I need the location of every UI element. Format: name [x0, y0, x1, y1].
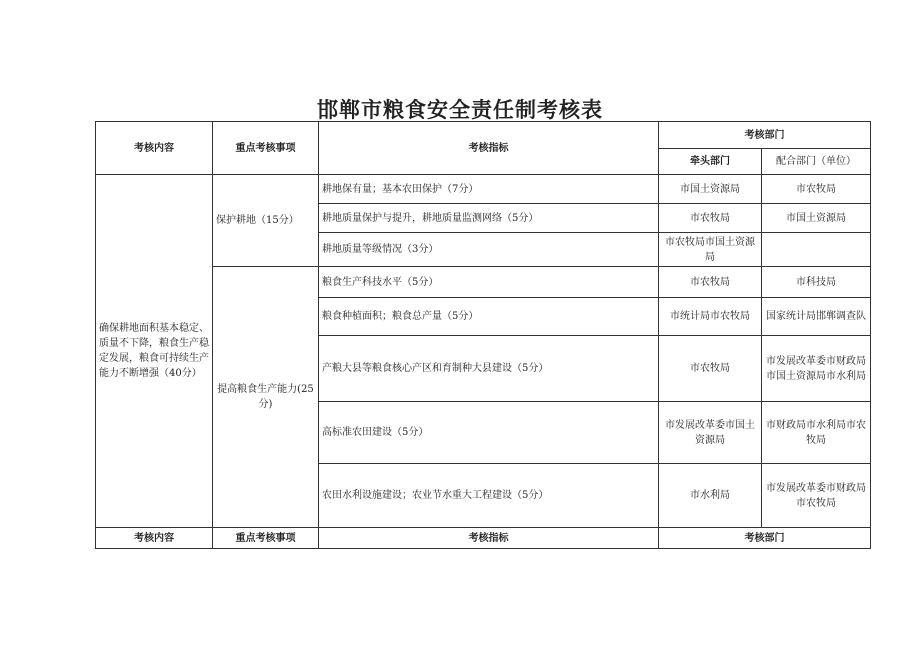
- indicator-cell: 耕地保有量；基本农田保护（7分）: [319, 175, 659, 204]
- indicator-cell: 粮食生产科技水平（5分）: [319, 267, 659, 298]
- coop-department: 市发展改革委市财政局市农牧局: [762, 464, 871, 528]
- footer-indicators: 考核指标: [319, 528, 659, 549]
- indicator-cell: 农田水利设施建设；农业节水重大工程建设（5分）: [319, 464, 659, 528]
- indicator-cell: 高标准农田建设（5分）: [319, 402, 659, 464]
- header-departments: 考核部门: [659, 122, 871, 149]
- coop-department: 市国土资源局: [762, 204, 871, 233]
- footer-row: [96, 528, 871, 549]
- footer-items: 重点考核事项: [213, 528, 319, 549]
- lead-department: 市农牧局: [659, 336, 762, 402]
- indicator-cell: 产粮大县等粮食核心产区和育制种大县建设（5分）: [319, 336, 659, 402]
- header-items: 重点考核事项: [213, 122, 319, 175]
- lead-department: 市水利局: [659, 464, 762, 528]
- header-row: [96, 122, 871, 149]
- indicator-cell: 粮食种植面积；粮食总产量（5分）: [319, 298, 659, 336]
- focus-item: 提高粮食生产能力(25分): [213, 267, 319, 528]
- coop-department: 国家统计局邯郸调查队: [762, 298, 871, 336]
- focus-item: 保护耕地（15分）: [213, 175, 319, 267]
- coop-department: [762, 233, 871, 267]
- lead-department: 市统计局市农牧局: [659, 298, 762, 336]
- document-title: 邯郸市粮食安全责任制考核表: [317, 98, 603, 122]
- coop-department: 市发展改革委市财政局市国土资源局市水利局: [762, 336, 871, 402]
- coop-department: 市农牧局: [762, 175, 871, 204]
- footer-departments: 考核部门: [659, 528, 871, 549]
- coop-department: 市科技局: [762, 267, 871, 298]
- header-content: 考核内容: [96, 122, 213, 175]
- header-coop: 配合部门（单位）: [762, 149, 871, 175]
- assessment-table: [95, 121, 871, 549]
- lead-department: 市发展改革委市国土资源局: [659, 402, 762, 464]
- lead-department: 市农牧局市国土资源局: [659, 233, 762, 267]
- lead-department: 市农牧局: [659, 267, 762, 298]
- table-row: [96, 175, 871, 204]
- header-lead: 牵头部门: [659, 149, 762, 175]
- lead-department: 市国土资源局: [659, 175, 762, 204]
- header-indicators: 考核指标: [319, 122, 659, 175]
- coop-department: 市财政局市水利局市农牧局: [762, 402, 871, 464]
- footer-content: 考核内容: [96, 528, 213, 549]
- assessment-content: 确保耕地面积基本稳定、质量不下降，粮食生产稳定发展，粮食可持续生产能力不断增强（40分）: [96, 175, 213, 528]
- indicator-cell: 耕地质量等级情况（3分）: [319, 233, 659, 267]
- indicator-cell: 耕地质量保护与提升，耕地质量监测网络（5分）: [319, 204, 659, 233]
- table-row: [96, 267, 871, 298]
- lead-department: 市农牧局: [659, 204, 762, 233]
